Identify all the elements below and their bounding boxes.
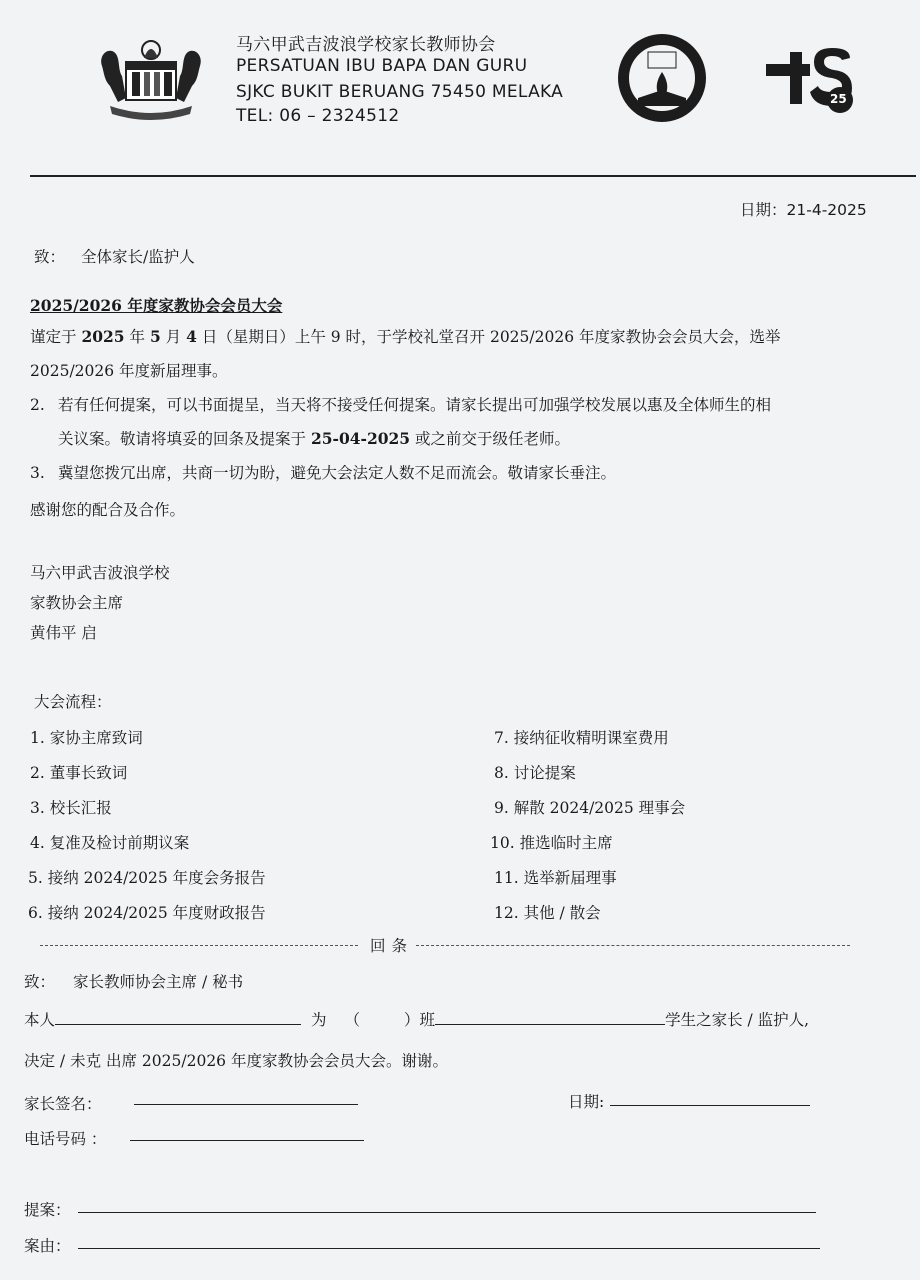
thanks-line: 感谢您的配合及合作。: [30, 501, 186, 519]
agenda-item: 3. 校长汇报: [30, 799, 112, 817]
agenda-item: 7. 接纳征收精明课室费用: [494, 729, 669, 747]
agenda-item: 4. 复准及检讨前期议案: [30, 834, 190, 852]
reply-divider-right: [416, 945, 850, 946]
agenda-item: 12. 其他 / 散会: [494, 904, 601, 922]
header-divider: [30, 175, 916, 177]
reply-divider-left: [40, 945, 358, 946]
agenda-heading: 大会流程：: [34, 693, 112, 711]
agenda-item: 11. 选举新届理事: [494, 869, 617, 887]
paragraph-2: 2. 若有任何提案，可以书面提呈，当天将不接受任何提案。请家长提出可加强学校发展以惠及全体师生的相 关议案。敬请将填妥的回条及提案于 25-04-2025 或之前交于级任老师。: [30, 396, 772, 448]
recipient-line: [34, 245, 195, 267]
letter-date: [740, 198, 867, 220]
signature-school: 马六甲武吉波浪学校: [30, 564, 170, 582]
student-name-field[interactable]: [435, 1010, 665, 1025]
header-telephone: TEL: 06 – 2324512: [236, 106, 400, 126]
anniversary-25-label: 25: [830, 92, 847, 106]
malaysia-coat-of-arms-logo: [96, 36, 206, 120]
parent-name-field[interactable]: [55, 1010, 301, 1025]
agenda-item: 1. 家协主席致词: [30, 729, 143, 747]
letter-title: 2025/2026 年度家教协会会员大会: [30, 296, 283, 315]
paragraph-3: 3. 冀望您拨冗出席，共商一切为盼，避免大会法定人数不足而流会。敬请家长垂注。: [30, 464, 617, 482]
reason-label: 案由：: [24, 1237, 71, 1255]
anniversary-25-logo: [762, 44, 854, 116]
reply-divider-label: 回条: [370, 937, 414, 955]
reply-line-2: 决定 / 未克 出席 2025/2026 年度家教协会会员大会。谢谢。: [24, 1052, 448, 1070]
agenda-item: 2. 董事长致词: [30, 764, 128, 782]
agenda-item: 9. 解散 2024/2025 理事会: [494, 799, 686, 817]
header-association-malay: PERSATUAN IBU BAPA DAN GURU: [236, 56, 528, 76]
reply-line-1: 本人 为 （ ）班 学生之家长 / 监护人,: [24, 1011, 810, 1029]
header-address: SJKC BUKIT BERUANG 75450 MELAKA: [236, 82, 564, 102]
proposal-label: 提案：: [24, 1201, 71, 1219]
agenda-item: 8. 讨论提案: [494, 764, 576, 782]
agenda-item: 5. 接纳 2024/2025 年度会务报告: [28, 869, 266, 887]
phone-field[interactable]: [130, 1140, 364, 1141]
signature-role: 家教协会主席: [30, 594, 124, 612]
reply-date-field[interactable]: [610, 1105, 810, 1106]
agenda-item: 6. 接纳 2024/2025 年度财政报告: [28, 904, 266, 922]
class-field[interactable]: [360, 1011, 404, 1025]
agenda-item: 10. 推选临时主席: [490, 834, 613, 852]
phone-label: 电话号码 ：: [24, 1130, 107, 1148]
date-value: 21-4-2025: [786, 201, 867, 219]
paragraph-1: 谨定于 2025 年 5 月 4 日（星期日）上午 9 时，于学校礼堂召开 2025/2026 年度家教协会会员大会，选举 2025/2026 年度新届理事。: [30, 327, 781, 380]
reply-date-label: 日期:: [568, 1093, 605, 1111]
recipient-value: 全体家长/监护人: [81, 248, 195, 266]
reply-to-line: 致： 家长教师协会主席 / 秘书: [24, 973, 244, 991]
header-association-chinese: 马六甲武吉波浪学校家长教师协会: [236, 35, 496, 55]
proposal-field[interactable]: [78, 1212, 816, 1213]
reason-field[interactable]: [78, 1248, 820, 1249]
date-label: 日期：: [740, 201, 787, 219]
recipient-label: 致：: [34, 248, 66, 266]
parent-signature-label: 家长签名：: [24, 1095, 102, 1113]
parent-signature-field[interactable]: [134, 1104, 358, 1105]
signature-name: 黄伟平 启: [30, 624, 97, 642]
school-emblem-logo: [616, 32, 708, 124]
